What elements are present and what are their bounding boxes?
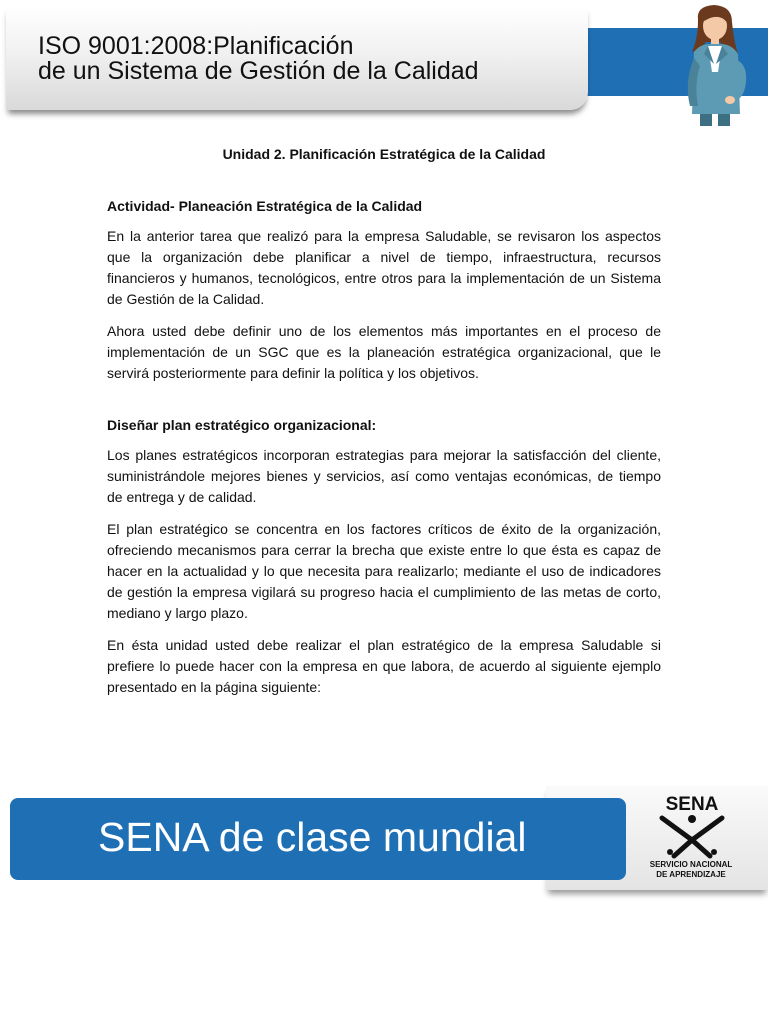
document-title — [38, 34, 578, 84]
paragraph: El plan estratégico se concentra en los factores críticos de éxito de la organización, ofreciendo mecanismos para cerrar la brecha que existe entre lo que ésta es capaz de hacer en la actualidad y lo que necesita para realizarlo; mediante el uso de indicadores de gestión la empresa vigilará su progreso hacia el cumplimiento de las metas de corto, mediano y largo plazo. — [107, 521, 661, 621]
paragraph: Ahora usted debe definir uno de los elementos más importantes en el proceso de implementación de un SGC que es la planeación estratégica organizacional, que le servirá posteriormente para definir la política y los objetivos. — [107, 323, 661, 381]
paragraph: En ésta unidad usted debe realizar el plan estratégico de la empresa Saludable si prefiere lo puede hacer con la empresa en que labora, de acuerdo al siguiente ejemplo presentado en la página siguiente: — [107, 637, 661, 695]
main-content — [107, 146, 661, 709]
presenter-woman-illustration — [676, 2, 754, 128]
document-title-line-1: ISO 9001:2008:Planificación — [38, 32, 354, 60]
document-title-line-2: de un Sistema de Gestión de la Calidad — [38, 57, 479, 85]
sena-logo — [652, 790, 732, 860]
paragraph: En la anterior tarea que realizó para la empresa Saludable, se revisaron los aspectos que la organización debe planificar a nivel de tiempo, infraestructura, recursos financieros y humanos, tecnológicos, entre otros para la implementación de un Sistema de Gestión de la Calidad. — [107, 228, 661, 307]
unit-title: Unidad 2. Planificación Estratégica de la Calidad — [222, 146, 546, 162]
sena-caption-line-2: DE APRENDIZAJE — [656, 870, 726, 879]
sena-caption-line-1: SERVICIO NACIONAL — [649, 860, 733, 869]
design-plan-heading: Diseñar plan estratégico organizacional: — [107, 417, 377, 433]
activity-heading: Actividad- Planeación Estratégica de la Calidad — [107, 198, 423, 214]
footer-slogan: SENA de clase mundial — [98, 814, 527, 860]
sena-caption — [640, 860, 742, 880]
paragraph: Los planes estratégicos incorporan estrategias para mejorar la satisfacción del cliente, suministrándole mejores bienes y servicios, así como ventajas económicas, de tiempo de entrega y de calidad. — [107, 447, 661, 505]
sena-logo-text: SENA — [665, 794, 719, 815]
